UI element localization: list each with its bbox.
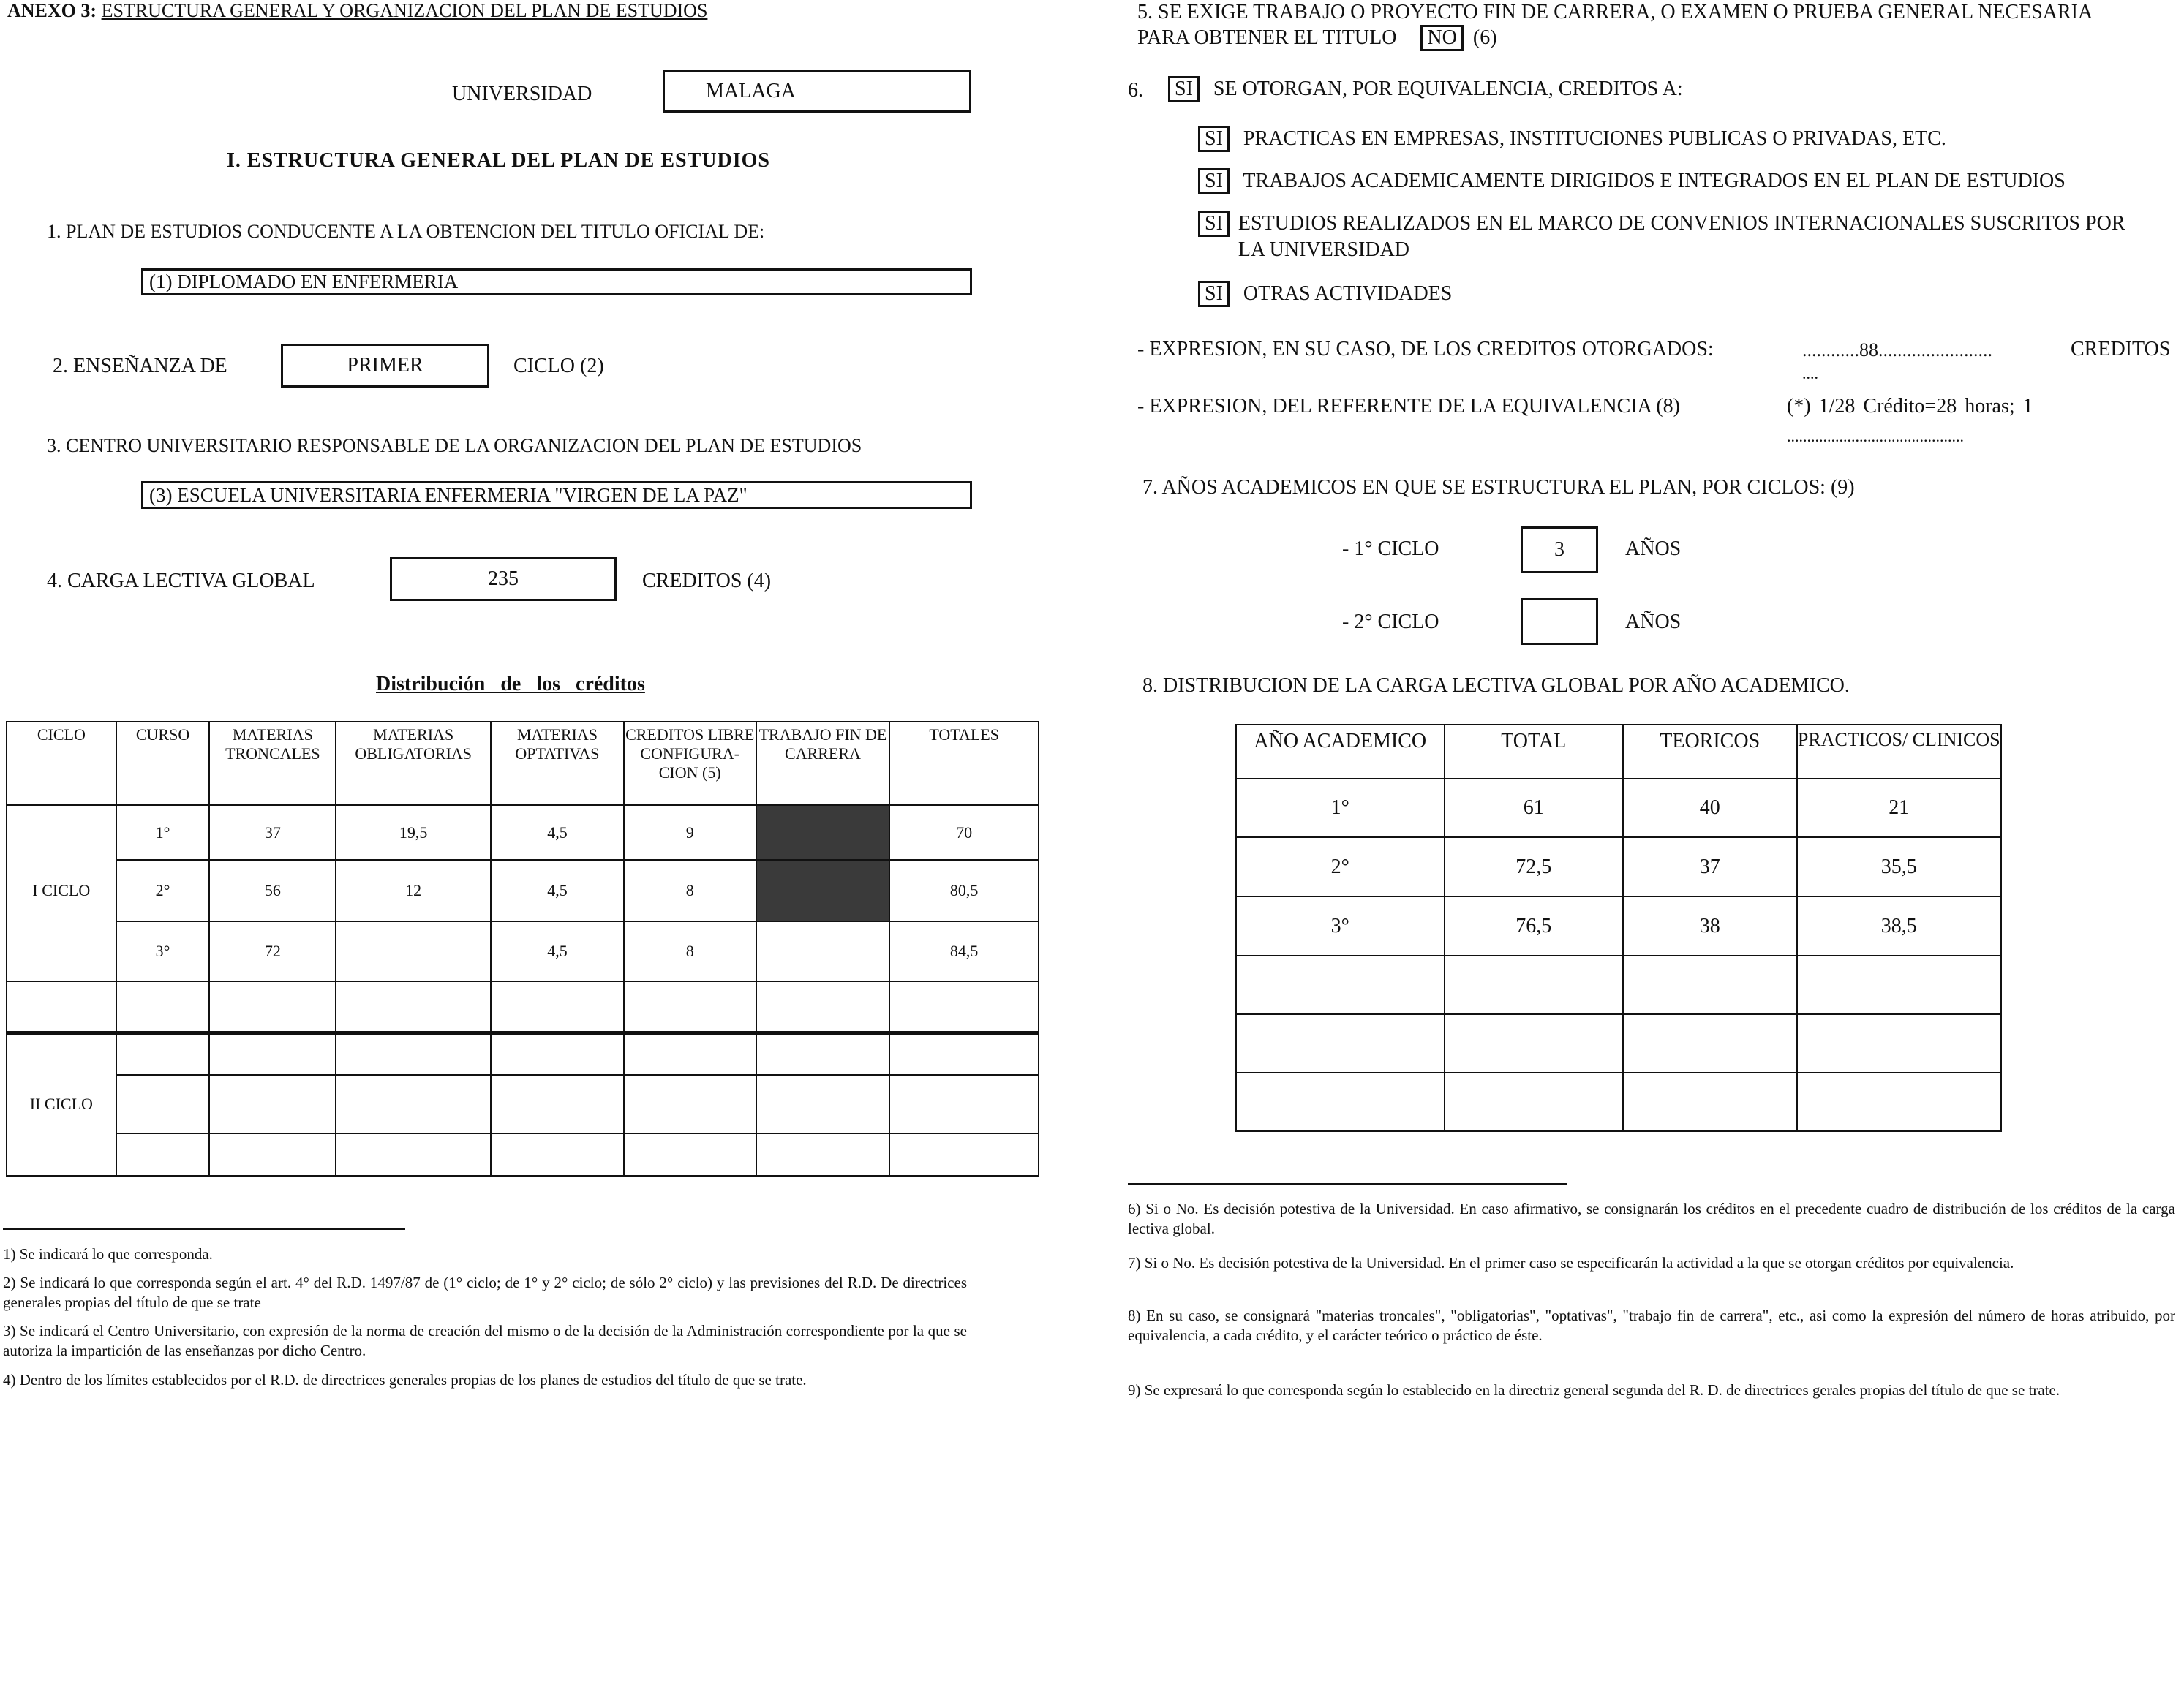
- footnote-7: 7) Si o No. Es decisión potestiva de la Universidad. En el primer caso se especificarán la actividad a la que se otorgan créditos por equivalencia.: [1128, 1254, 2014, 1272]
- table-row: [1236, 896, 2001, 956]
- cell-optativas: 4,5: [491, 805, 624, 860]
- cell-total: 72,5: [1445, 837, 1623, 896]
- cell-teoricos: 37: [1623, 837, 1797, 896]
- cell-total: 76,5: [1445, 896, 1623, 956]
- cell-troncales: 72: [209, 921, 336, 981]
- item6-line: [1168, 76, 1683, 102]
- item7-label: 7. AÑOS ACADEMICOS EN QUE SE ESTRUCTURA EL PLAN, POR CICLOS: (9): [1142, 476, 1855, 499]
- table-row: [1236, 837, 2001, 896]
- header-libre: CREDITOS LIBRE CONFIGURA-CION (5): [624, 722, 756, 805]
- item5-line1: 5. SE EXIGE TRABAJO O PROYECTO FIN DE CARRERA, O EXAMEN O PRUEBA GENERAL NECESARIA: [1137, 1, 2093, 23]
- header-practicos: PRACTICOS/ CLINICOS: [1797, 725, 2002, 779]
- equiv-item-label: TRABAJOS ACADEMICAMENTE DIRIGIDOS E INTEGRADOS EN EL PLAN DE ESTUDIOS: [1243, 170, 2066, 192]
- item2-label: 2. ENSEÑANZA DE: [53, 355, 227, 377]
- item3-label: 3. CENTRO UNIVERSITARIO RESPONSABLE DE LA ORGANIZACION DEL PLAN DE ESTUDIOS: [47, 435, 862, 456]
- cycle1-label: I CICLO: [7, 860, 116, 921]
- table-row: [7, 860, 1039, 921]
- equiv-item: [1198, 126, 1946, 152]
- header-troncales: MATERIAS TRONCALES: [209, 722, 336, 805]
- expr1-label: - EXPRESION, EN SU CASO, DE LOS CREDITOS OTORGADOS:: [1137, 338, 1714, 360]
- table-row: [1236, 1073, 2001, 1131]
- item4-suffix: CREDITOS (4): [642, 570, 772, 592]
- cycle1-years-label: - 1° CICLO: [1342, 537, 1439, 560]
- cell-obligatorias: 12: [336, 860, 491, 921]
- table-row: [7, 1032, 1039, 1075]
- university-label: UNIVERSIDAD: [452, 83, 592, 105]
- footnote-6: 6) Si o No. Es decisión potestiva de la Universidad. En caso afirmativo, se consignarán los créditos en el precedente cuadro de distribución de los créditos de la carga lectiva global.: [1128, 1200, 2175, 1237]
- equiv-item-box: SI: [1198, 126, 1230, 152]
- item1-label: 1. PLAN DE ESTUDIOS CONDUCENTE A LA OBTENCION DEL TITULO OFICIAL DE:: [47, 221, 765, 242]
- footnote-4: 4) Dentro de los límites establecidos por el R.D. de directrices generales propias de los planes de estudios del título de que se trate.: [3, 1371, 807, 1389]
- expr1-value: ............88........................: [1802, 339, 1992, 360]
- item5-line2: [1137, 25, 1497, 51]
- expr2-value: (*) 1/28 Crédito=28 horas; 1: [1787, 395, 2033, 418]
- distribution-title: Distribución de los créditos: [376, 673, 645, 695]
- equiv-item: [1198, 211, 2178, 263]
- table-row: [7, 1075, 1039, 1133]
- cell-total: 61: [1445, 779, 1623, 837]
- item6-number: 6.: [1128, 79, 1143, 102]
- equiv-item-label: PRACTICAS EN EMPRESAS, INSTITUCIONES PUBLICAS O PRIVADAS, ETC.: [1243, 127, 1946, 150]
- cell-year: 1°: [1236, 779, 1445, 837]
- year-distribution-table: [1235, 724, 2002, 1132]
- cell-troncales: 56: [209, 860, 336, 921]
- equiv-item-label: ESTUDIOS REALIZADOS EN EL MARCO DE CONVENIOS INTERNACIONALES SUSCRITOS POR LA UNIVERSIDAD: [1238, 212, 2125, 261]
- cycle2-years-unit: AÑOS: [1625, 611, 1682, 633]
- cell-optativas: 4,5: [491, 860, 624, 921]
- table-row: [7, 1133, 1039, 1176]
- footnote-9: 9) Se expresará lo que corresponda según lo establecido en la directriz general segunda del R. D. de directrices gerales propias del título de que se trate.: [1128, 1381, 2060, 1399]
- equiv-item: [1198, 168, 2066, 194]
- cell-curso: 2°: [116, 860, 210, 921]
- table-row: [7, 981, 1039, 1032]
- equiv-item-box: SI: [1198, 281, 1230, 307]
- cell-practicos: 21: [1797, 779, 2002, 837]
- item5-label: PARA OBTENER EL TITULO: [1137, 26, 1397, 49]
- degree-field: (1) DIPLOMADO EN ENFERMERIA: [141, 268, 972, 295]
- cell-year: 2°: [1236, 837, 1445, 896]
- header-year: AÑO ACADEMICO: [1236, 725, 1445, 779]
- footnote-2: 2) Se indicará lo que corresponda según el art. 4° del R.D. 1497/87 de (1° ciclo; de 1° y 2° ciclo; de sólo 2° ciclo) y las previsiones del R.D. De directrices generales propias del título de que se trate: [3, 1274, 967, 1311]
- cell-teoricos: 40: [1623, 779, 1797, 837]
- equiv-item-box: SI: [1198, 211, 1230, 237]
- cell-libre: 8: [624, 860, 756, 921]
- item4-label: 4. CARGA LECTIVA GLOBAL: [47, 570, 315, 592]
- footnote-divider: [1128, 1183, 1567, 1185]
- cell-curso: 1°: [116, 805, 210, 860]
- table-row: [7, 805, 1039, 860]
- expr1-dots: ....: [1802, 364, 1818, 382]
- cell-trabajo-shaded: [756, 860, 890, 921]
- expr1-suffix: CREDITOS: [2071, 338, 2171, 360]
- item2-suffix: CICLO (2): [513, 355, 604, 377]
- annex-heading: [7, 0, 707, 22]
- annex-title: ESTRUCTURA GENERAL Y ORGANIZACION DEL PLAN DE ESTUDIOS: [101, 0, 708, 21]
- cell-totales: 84,5: [889, 921, 1039, 981]
- cycle2-years-field: [1521, 598, 1598, 645]
- header-total: TOTAL: [1445, 725, 1623, 779]
- item5-note: (6): [1472, 26, 1497, 49]
- cell-libre: 8: [624, 921, 756, 981]
- cycle-field: PRIMER: [281, 344, 489, 388]
- cell-teoricos: 38: [1623, 896, 1797, 956]
- item6-label: SE OTORGAN, POR EQUIVALENCIA, CREDITOS A:: [1213, 78, 1683, 100]
- cell-libre: 9: [624, 805, 756, 860]
- university-field: MALAGA: [663, 70, 971, 113]
- cell-trabajo: [756, 921, 890, 981]
- cell-obligatorias: 19,5: [336, 805, 491, 860]
- cell-curso: 3°: [116, 921, 210, 981]
- header-trabajo: TRABAJO FIN DE CARRERA: [756, 722, 890, 805]
- table-row: [1236, 1014, 2001, 1073]
- item5-answer-box: NO: [1420, 25, 1463, 51]
- cell-optativas: 4,5: [491, 921, 624, 981]
- header-ciclo: CICLO: [7, 722, 116, 805]
- footnote-divider: [3, 1228, 405, 1230]
- footnote-8: 8) En su caso, se consignará "materias troncales", "obligatorias", "optativas", "trabajo fin de carrera", etc., asi como la expresión del número de horas atribuido, por equivalencia, a cada crédito, y el carácter teórico o práctico de éste.: [1128, 1307, 2175, 1344]
- item6-answer-box: SI: [1168, 76, 1200, 102]
- credits-table: [6, 721, 1039, 1177]
- table-row: [1236, 956, 2001, 1014]
- header-teoricos: TEORICOS: [1623, 725, 1797, 779]
- center-field: (3) ESCUELA UNIVERSITARIA ENFERMERIA "VIRGEN DE LA PAZ": [141, 481, 972, 509]
- cell-obligatorias: [336, 921, 491, 981]
- equiv-item: [1198, 281, 1452, 307]
- item8-label: 8. DISTRIBUCION DE LA CARGA LECTIVA GLOBAL POR AÑO ACADEMICO.: [1142, 674, 1850, 697]
- footnote-3: 3) Se indicará el Centro Universitario, con expresión de la norma de creación del mismo o de la decisión de la Administración correspondiente por la que se autoriza la impartición de las enseñanzas por dicho Centro.: [3, 1322, 967, 1359]
- header-curso: CURSO: [116, 722, 210, 805]
- section-title: I. ESTRUCTURA GENERAL DEL PLAN DE ESTUDIOS: [227, 149, 770, 172]
- header-totales: TOTALES: [889, 722, 1039, 805]
- footnote-1: 1) Se indicará lo que corresponda.: [3, 1245, 213, 1263]
- equiv-item-box: SI: [1198, 168, 1230, 194]
- cell-practicos: 38,5: [1797, 896, 2002, 956]
- cell-totales: 80,5: [889, 860, 1039, 921]
- table-row: [7, 921, 1039, 981]
- cycle1-years-unit: AÑOS: [1625, 537, 1682, 560]
- cell-trabajo-shaded: [756, 805, 890, 860]
- cycle1-years-field: 3: [1521, 526, 1598, 573]
- annex-label: ANEXO 3:: [7, 0, 97, 21]
- cell-year: 3°: [1236, 896, 1445, 956]
- cycle2-label: II CICLO: [7, 1075, 116, 1133]
- cell-troncales: 37: [209, 805, 336, 860]
- equiv-item-label: OTRAS ACTIVIDADES: [1243, 282, 1453, 305]
- expr2-label: - EXPRESION, DEL REFERENTE DE LA EQUIVALENCIA (8): [1137, 395, 1680, 418]
- cell-practicos: 35,5: [1797, 837, 2002, 896]
- expr2-dots: ............................................: [1787, 427, 1964, 445]
- cycle2-years-label: - 2° CICLO: [1342, 611, 1439, 633]
- table-row: [1236, 779, 2001, 837]
- header-optativas: MATERIAS OPTATIVAS: [491, 722, 624, 805]
- header-obligatorias: MATERIAS OBLIGATORIAS: [336, 722, 491, 805]
- cell-totales: 70: [889, 805, 1039, 860]
- credits-field: 235: [390, 557, 617, 601]
